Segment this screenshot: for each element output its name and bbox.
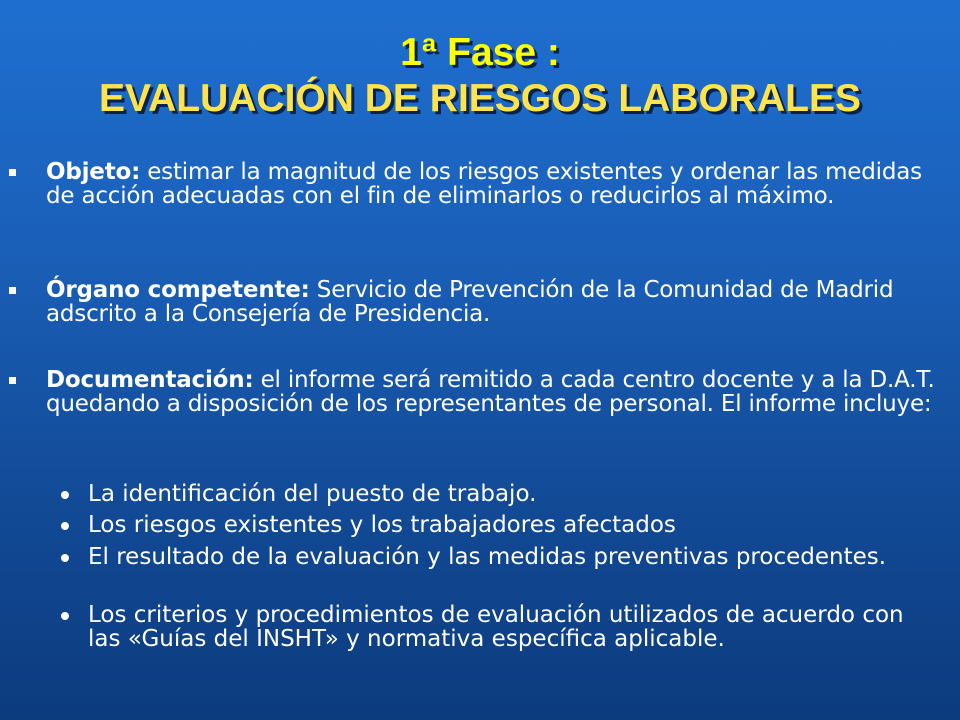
paragraph-documentacion [46,368,946,416]
square-bullet-icon [9,169,16,176]
list-item-text: Los criterios y procedimientos de evaluación utilizados de acuerdo con las «Guías del INSHT» y normativa específica aplicable. [88,602,904,652]
title-line-1: 1ª Fase : [400,31,560,74]
paragraph-label: Documentación: [46,367,254,393]
bullet-dot-icon [61,491,69,499]
slide-title [0,30,960,122]
square-bullet-icon [9,287,16,294]
bullet-dot-icon [61,522,69,530]
bullet-dot-icon [61,612,69,620]
paragraph-organo [46,278,946,326]
paragraph-text: el informe será remitido a cada centro docente y a la D.A.T. quedando a disposición de los representantes de personal. El informe incluye: [46,367,935,417]
paragraph-label: Órgano competente: [46,277,310,303]
list-item-text: La identificación del puesto de trabajo. [88,481,537,507]
paragraph-text: estimar la magnitud de los riesgos existentes y ordenar las medidas de acción adecuadas con el fin de eliminarlos o reducirlos al máximo. [46,159,922,209]
list-item [88,513,928,537]
list-item-text: El resultado de la evaluación y las medidas preventivas procedentes. [88,544,887,570]
title-line-2: EVALUACIÓN DE RIESGOS LABORALES [98,77,861,120]
paragraph-text: Servicio de Prevención de la Comunidad de Madrid adscrito a la Consejería de Presidencia. [46,277,894,327]
list-item-text: Los riesgos existentes y los trabajadores afectados [88,512,676,538]
paragraph-objeto [46,160,946,208]
paragraph-label: Objeto: [46,159,141,185]
list-item [88,545,928,569]
list-item [88,482,928,506]
list-item [88,603,928,651]
square-bullet-icon [9,377,16,384]
bullet-dot-icon [61,554,69,562]
